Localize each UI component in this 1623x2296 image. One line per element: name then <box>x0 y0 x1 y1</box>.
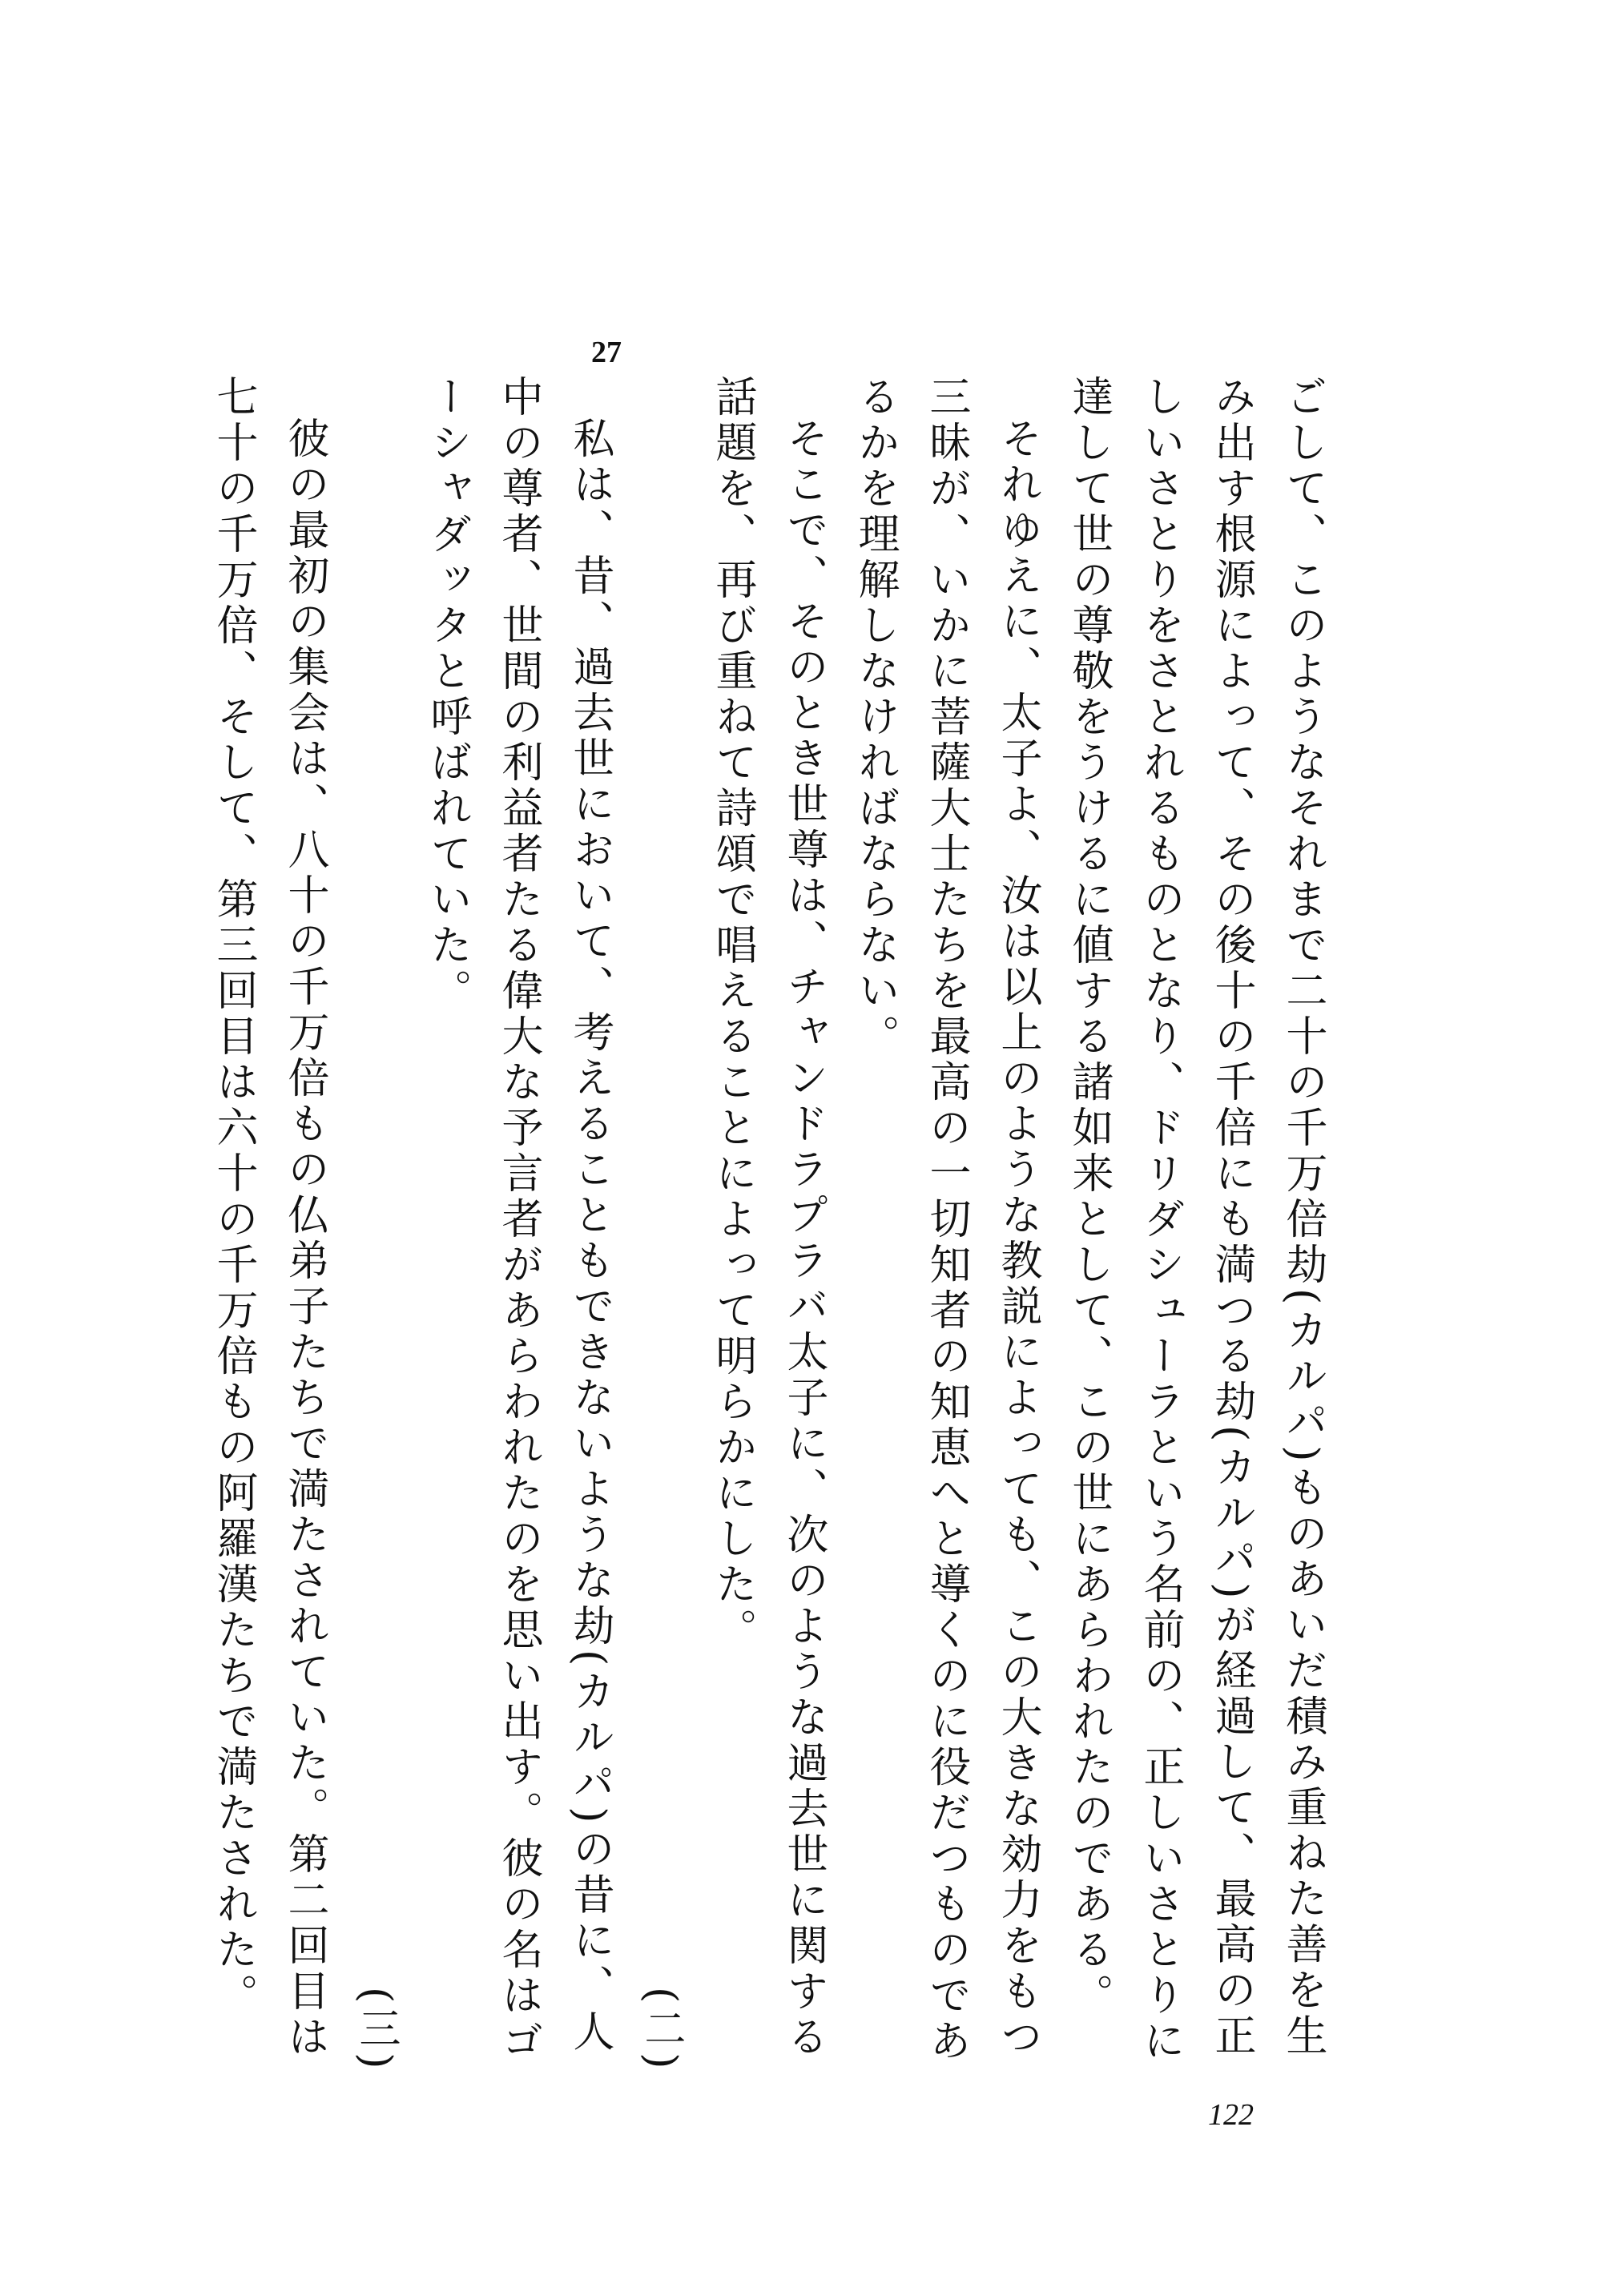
chapter-number: 27 <box>591 336 622 369</box>
section-mark-2: (二) <box>637 1987 685 2073</box>
section-mark-3: (三) <box>352 1987 400 2073</box>
page-number: 122 <box>1208 2098 1254 2132</box>
paragraph-1: ごして、このようなそれまで二十の千万倍劫(カルパ)ものあいだ積み重ねた善を生み出す根源によって、その後十の千倍にも満つる劫(カルパ)が経過して、最高の正しいさとりをさとれるものとなり、ドリダシューラという名前の、正しいさとりに達して世の尊敬をうけるに値する諸如来として、この世にあらわれたのである。 <box>1065 375 1327 2064</box>
vertical-text-block <box>209 375 1338 2073</box>
paragraph-5: 彼の最初の集会は、八十の千万倍もの仏弟子たちで満たされていた。第二回目は七十の千万倍、そして、第三回目は六十の千万倍もの阿羅漢たちで満たされた。 <box>209 375 328 2060</box>
paragraph-2: それゆえに、太子よ、汝は以上のような教説によっても、この大きな効力をもつ三昧が、いかに菩薩大士たちを最高の一切知者の知恵へと導くのに役だつものであるかを理解しなければならない。 <box>851 375 1041 2064</box>
paragraph-4: 私は、昔、過去世において、考えることもできないような劫(カルパ)の昔に、人中の尊者、世間の利益者たる偉大な予言者があらわれたのを思い出す。彼の名はゴーシャダッタと呼ばれていた。 <box>423 375 614 2064</box>
paragraph-3: そこで、そのとき世尊は、チャンドラプラバ太子に、次のような過去世に関する話題を、再び重ねて詩頌で唱えることによって明らかにした。 <box>708 375 828 2060</box>
